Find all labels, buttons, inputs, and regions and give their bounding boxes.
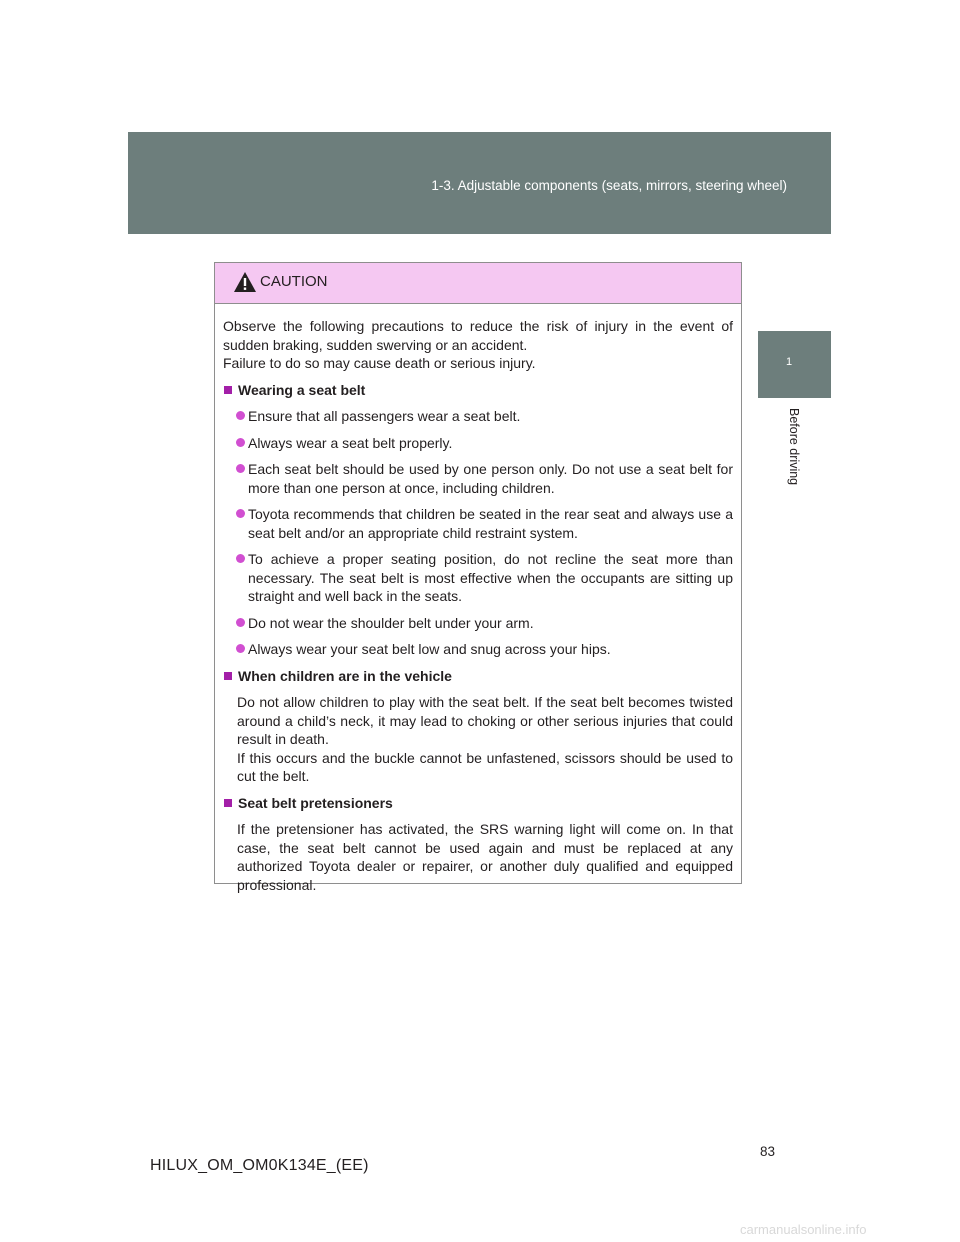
- square-bullet-icon: [224, 799, 232, 807]
- list-item: To achieve a proper seating position, do not recline the seat more than necessary. The seat belt is most effective when the occupants are sitting up straight and well back in the seats.: [223, 550, 733, 606]
- list-item: Do not wear the shoulder belt under your arm.: [223, 614, 733, 633]
- warning-triangle-icon: [233, 271, 257, 293]
- square-bullet-icon: [224, 386, 232, 394]
- section-heading-seat-belt: Wearing a seat belt: [223, 381, 733, 400]
- section-heading-pretensioners: Seat belt pretensioners: [223, 794, 733, 813]
- page-number: 83: [760, 1144, 776, 1159]
- caution-title: CAUTION: [260, 273, 328, 290]
- list-item: Ensure that all passengers wear a seat belt.: [223, 407, 733, 426]
- section-title: 1-3. Adjustable components (seats, mirrors, steering wheel): [431, 178, 787, 193]
- round-bullet-icon: [236, 618, 245, 627]
- header-band: [128, 132, 831, 234]
- chapter-tab: [758, 331, 831, 398]
- round-bullet-icon: [236, 438, 245, 447]
- chapter-number: 1: [786, 356, 793, 368]
- round-bullet-icon: [236, 554, 245, 563]
- caution-header: [215, 263, 741, 304]
- watermark: carmanualsonline.info: [740, 1222, 867, 1237]
- round-bullet-icon: [236, 509, 245, 518]
- list-item: Always wear your seat belt low and snug across your hips.: [223, 640, 733, 659]
- document-code: HILUX_OM_OM0K134E_(EE): [150, 1157, 369, 1174]
- square-bullet-icon: [224, 672, 232, 680]
- caution-intro: Observe the following precautions to reduce the risk of injury in the event of sudden braking, sudden swerving or an accident. Failure to do so may cause death or serious injury.: [223, 318, 733, 371]
- round-bullet-icon: [236, 411, 245, 420]
- chapter-label: Before driving: [787, 408, 801, 486]
- children-paragraph: Do not allow children to play with the seat belt. If the seat belt becomes twisted around a child’s neck, it may lead to choking or other serious injuries that could result in death. If this occurs and the buckle cannot be unfastened, scissors should be used to cut the belt.: [237, 694, 733, 784]
- caution-body: [215, 304, 741, 894]
- list-item: Each seat belt should be used by one person only. Do not use a seat belt for more than one person at once, including children.: [223, 460, 733, 497]
- round-bullet-icon: [236, 464, 245, 473]
- round-bullet-icon: [236, 644, 245, 653]
- list-item: Toyota recommends that children be seated in the rear seat and always use a seat belt and/or an appropriate child restraint system.: [223, 505, 733, 542]
- list-item: Always wear a seat belt properly.: [223, 434, 733, 453]
- section-heading-children: When children are in the vehicle: [223, 667, 733, 686]
- pretensioners-paragraph: If the pretensioner has activated, the SRS warning light will come on. In that case, the seat belt cannot be used again and must be replaced at any authorized Toyota dealer or repairer, or another duly qualified and equipped professional.: [237, 821, 733, 893]
- caution-box: [214, 262, 742, 893]
